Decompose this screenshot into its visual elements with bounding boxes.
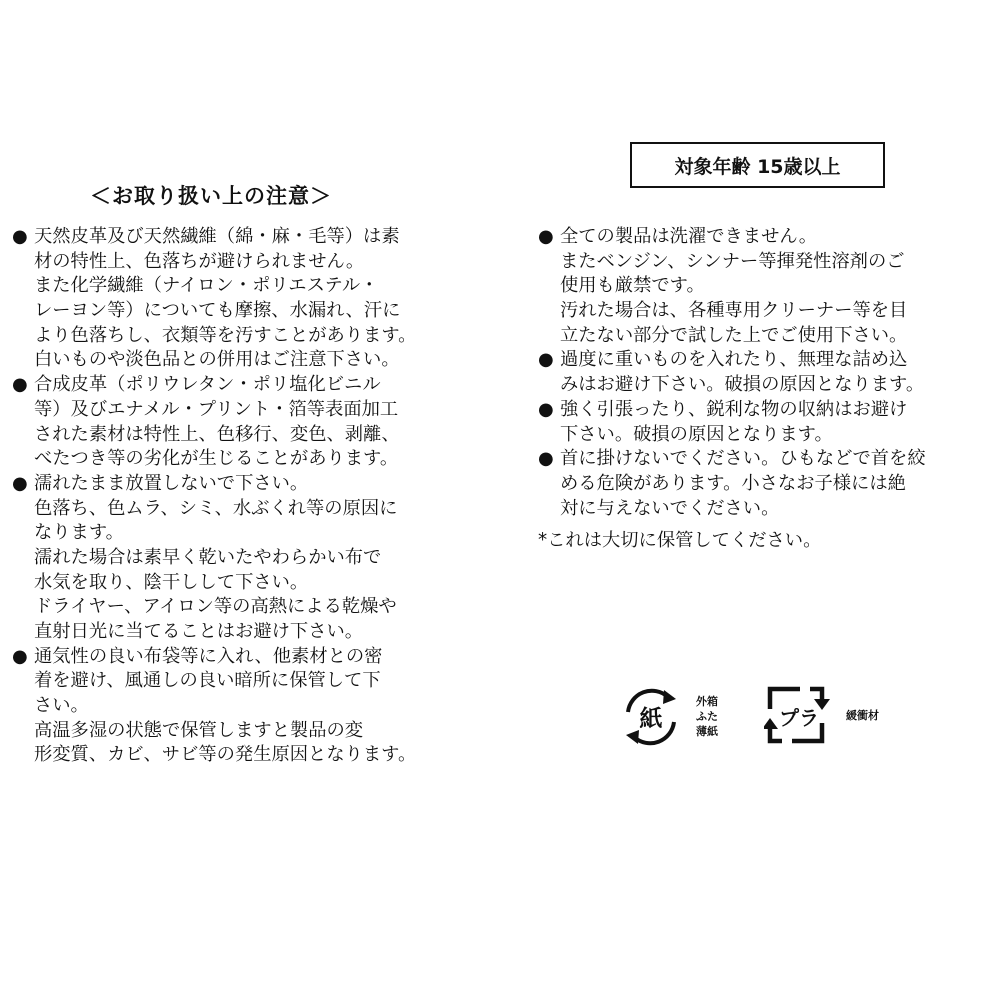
caution-text-line: べたつき等の劣化が生じることがあります。 (34, 448, 399, 470)
plastic-recycle-icon (764, 683, 832, 747)
bullet-icon: ● (12, 226, 28, 247)
bullet-icon: ● (538, 226, 554, 247)
plastic-symbol: プラ (779, 706, 819, 730)
caution-item (538, 398, 983, 447)
caution-text-line: さい。 (34, 695, 89, 717)
caution-item (12, 373, 477, 472)
caution-text-line: 合成皮革（ポリウレタン・ポリ塩化ビニル (34, 374, 381, 396)
caution-text-line: 白いものや淡色品との併用はご注意下さい。 (34, 349, 400, 371)
caution-item (12, 225, 477, 373)
caution-text-line: 全ての製品は洗濯できません。 (560, 226, 818, 247)
age-rating-badge: 対象年齢 15歳以上 (630, 142, 885, 188)
storage-footnote: *これは大切に保管してください。 (538, 530, 822, 552)
caution-text-line: ドライヤー、アイロン等の高熱による乾燥や (34, 596, 397, 618)
caution-text-line: 使用も厳禁です。 (560, 275, 705, 297)
paper-material-labels: 外箱 ふた 薄紙 (696, 695, 718, 738)
caution-text-line: 着を避け、風通しの良い暗所に保管して下 (34, 670, 381, 692)
bullet-icon: ● (538, 448, 554, 470)
caution-text-line: 立たない部分で試した上でご使用下さい。 (560, 324, 908, 346)
caution-text-line: レーヨン等）についても摩擦、水漏れ、汗に (34, 300, 401, 322)
caution-text-line: 強く引張ったり、鋭利な物の収納はお避け (560, 398, 908, 420)
caution-text-line: より色落ちし、衣類等を汚すことがあります。 (34, 324, 417, 346)
caution-text-line: また化学繊維（ナイロン・ポリエステル・ (34, 275, 379, 297)
caution-text-line: みはお避け下さい。破損の原因となります。 (560, 374, 925, 396)
caution-item (12, 645, 477, 768)
caution-text-line: なります。 (34, 522, 124, 544)
caution-text-line: 高温多湿の状態で保管しますと製品の変 (34, 719, 364, 741)
caution-item (538, 225, 983, 348)
caution-text-line: 通気性の良い布袋等に入れ、他素材との密 (34, 645, 383, 667)
caution-list-right (538, 225, 983, 554)
caution-text-line: 首に掛けないでください。ひもなどで首を絞 (560, 448, 926, 470)
page-title: ＜お取り扱い上の注意＞ (90, 184, 332, 208)
caution-text-line: 等）及びエナメル・プリント・箔等表面加工 (34, 398, 399, 420)
caution-item (12, 472, 477, 645)
bullet-icon: ● (12, 374, 28, 396)
caution-text-line: 対に与えないでください。 (560, 497, 780, 519)
caution-text-line: された素材は特性上、色移行、変色、剥離、 (34, 423, 400, 445)
caution-text-line: 下さい。破損の原因となります。 (560, 423, 833, 445)
caution-text-line: 水気を取り、陰干しして下さい。 (34, 571, 309, 593)
caution-text-line: 汚れた場合は、各種専用クリーナー等を目 (560, 300, 908, 322)
caution-text-line: 濡れた場合は素早く乾いたやわらかい布で (34, 546, 382, 568)
caution-text-line: 色落ち、色ムラ、シミ、水ぶくれ等の原因に (34, 497, 398, 519)
caution-item (538, 447, 983, 521)
bullet-icon: ● (538, 349, 554, 371)
caution-text-line: 材の特性上、色落ちが避けられません。 (34, 250, 365, 272)
paper-symbol: 紙 (639, 706, 663, 732)
bullet-icon: ● (538, 398, 554, 420)
bullet-icon: ● (12, 645, 28, 667)
caution-list-left (12, 225, 477, 768)
caution-text-line: める危険があります。小さなお子様には絶 (560, 472, 906, 494)
paper-recycle-icon (618, 684, 684, 750)
bullet-icon: ● (12, 472, 28, 494)
caution-text-line: 濡れたまま放置しないで下さい。 (34, 472, 309, 494)
caution-text-line: 形変質、カビ、サビ等の発生原因となります。 (34, 744, 417, 766)
caution-text-line: 過度に重いものを入れたり、無理な詰め込 (560, 349, 908, 371)
caution-item (538, 348, 983, 397)
plastic-material-labels: 緩衝材 (846, 709, 879, 722)
caution-text-line: 天然皮革及び天然繊維（綿・麻・毛等）は素 (34, 226, 400, 247)
caution-text-line: またベンジン、シンナー等揮発性溶剤のご (560, 250, 905, 272)
caution-text-line: 直射日光に当てることはお避け下さい。 (34, 621, 364, 642)
